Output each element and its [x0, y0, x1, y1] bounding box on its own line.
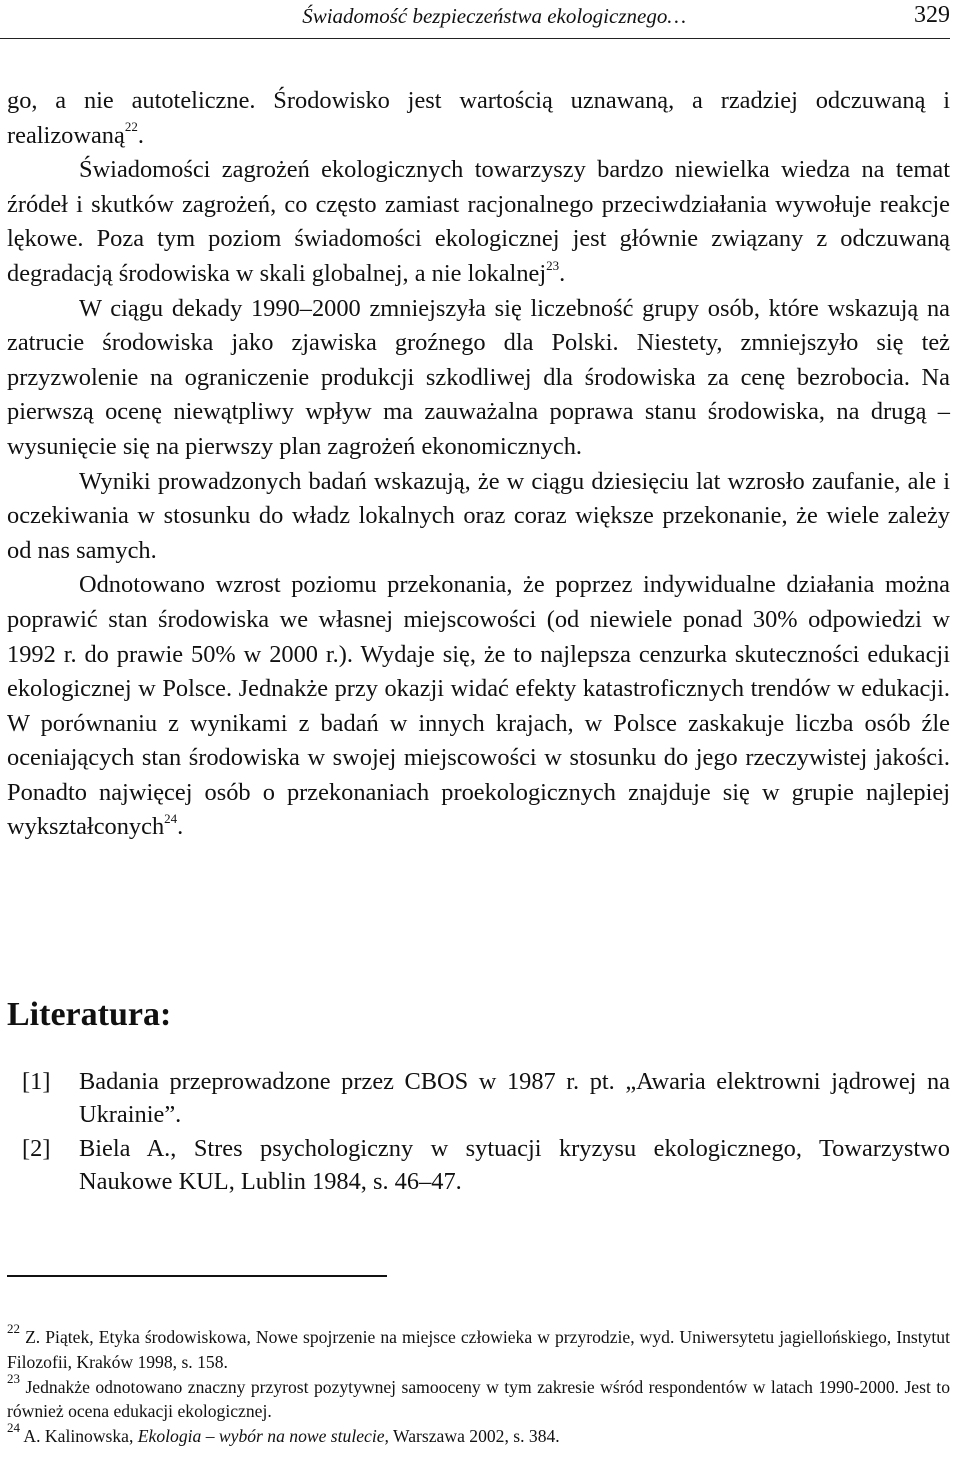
footnote-ref-22: 22	[124, 119, 138, 135]
reference-text: Biela A., Stres psychologiczny w sytuacji kryzysu ekologicznego, Towarzystwo Naukowe KUL, Lublin 1984, s. 46–47.	[79, 1135, 950, 1195]
footnote-text: Z. Piątek, Etyka środowiskowa, Nowe spojrzenie na miejsce człowieka w przyrodzie, wyd. Uniwersytetu jagiellońskiego, Instytut Filozofii, Kraków 1998, s. 158.	[7, 1327, 950, 1372]
footnote-text: A. Kalinowska,	[20, 1426, 138, 1447]
footnote-mark: 24	[7, 1420, 20, 1436]
body-text	[7, 84, 950, 845]
footnote-ref-24: 24	[164, 811, 178, 827]
paragraph-4: Wyniki prowadzonych badań wskazują, że w ciągu dziesięciu lat wzrosło zaufanie, ale i oczekiwania w stosunku do władz lokalnych oraz coraz większe przekonanie, że wiele zależy od nas samych.	[7, 467, 950, 564]
running-header	[0, 0, 950, 39]
reference-list	[22, 1066, 950, 1200]
reference-number: [1]	[22, 1068, 51, 1095]
paragraph-5-text: Odnotowano wzrost poziomu przekonania, że poprzez indywidualne działania można poprawić stan środowiska we własnej miejscowości (od niewiele ponad 30% odpowiedzi w 1992 r. do prawie 50% w 2000 r.). Wydaje się, że to najlepsza cenzurka skuteczności edukacji ekologicznej w Polsce. Jednakże przy okazji widać efekty katastroficznych trendów w edukacji. W porównaniu z wynikami z badań w innych krajach, w Polsce zaskakuje liczba osób źle oceniających stan środowiska w swojej miejscowości w stosunku do jego rzeczywistej jakości. Ponadto najwięcej osób o przekonaniach proekologicznych znajduje się w grupie najlepiej wykształconych	[7, 571, 950, 841]
reference-item	[22, 1133, 950, 1198]
reference-text: Badania przeprowadzone przez CBOS w 1987 r. pt. „Awaria elektrowni jądrowej na Ukrainie”.	[79, 1068, 950, 1128]
paragraph-5	[7, 568, 950, 845]
footnote-22	[7, 1321, 950, 1375]
paragraph-1-tail: .	[137, 121, 144, 149]
paragraph-1	[7, 84, 950, 153]
footnote-mark: 22	[7, 1321, 20, 1337]
running-title: Świadomość bezpieczeństwa ekologicznego…	[302, 4, 686, 28]
footnote-text: Warszawa 2002, s. 384.	[388, 1426, 560, 1447]
footnote-text: Jednakże odnotowano znaczny przyrost pozytywnej samooceny w tym zakresie wśród respondentów w latach 1990-2000. Jest to również ocena edukacji ekologicznej.	[7, 1376, 950, 1422]
reference-item	[22, 1066, 950, 1131]
reference-number: [2]	[22, 1135, 51, 1162]
paragraph-1-text: go, a nie autoteliczne. Środowisko jest wartością uznawaną, a rzadziej odczuwaną i realizowaną	[7, 87, 950, 149]
paragraph-5-tail: .	[177, 813, 184, 841]
footnote-24	[7, 1420, 950, 1449]
footnotes	[7, 1321, 950, 1449]
footnote-23	[7, 1370, 950, 1425]
paragraph-2	[7, 153, 950, 291]
footnote-separator	[7, 1275, 387, 1277]
footnote-ref-23: 23	[546, 257, 560, 273]
paragraph-3: W ciągu dekady 1990–2000 zmniejszyła się liczebność grupy osób, które wskazują na zatrucie środowiska jako zjawiska groźnego dla Polski. Niestety, zmniejszyło się też przyzwolenie na ograniczenie produkcji szkodliwej dla środowiska za cenę bezrobocia. Na pierwszą ocenę niewątpliwy wpływ ma zauważalna poprawa stanu środowiska, na drugą – wysunięcie się na pierwszy plan zagrożeń ekonomicznych.	[7, 294, 950, 460]
footnote-book-title: Ekologia – wybór na nowe stulecie,	[137, 1426, 389, 1447]
page-number: 329	[914, 2, 950, 28]
literature-heading: Literatura:	[7, 996, 172, 1033]
footnote-mark: 23	[7, 1370, 20, 1386]
paragraph-2-text: Świadomości zagrożeń ekologicznych towarzyszy bardzo niewielka wiedza na temat źródeł i skutków zagrożeń, co często zamiast racjonalnego przeciwdziałania wywołuje reakcje lękowe. Poza tym poziom świadomości ekologicznej jest głównie związany z odczuwaną degradacją środowiska w skali globalnej, a nie lokalnej	[7, 156, 950, 287]
paragraph-2-tail: .	[559, 259, 566, 287]
